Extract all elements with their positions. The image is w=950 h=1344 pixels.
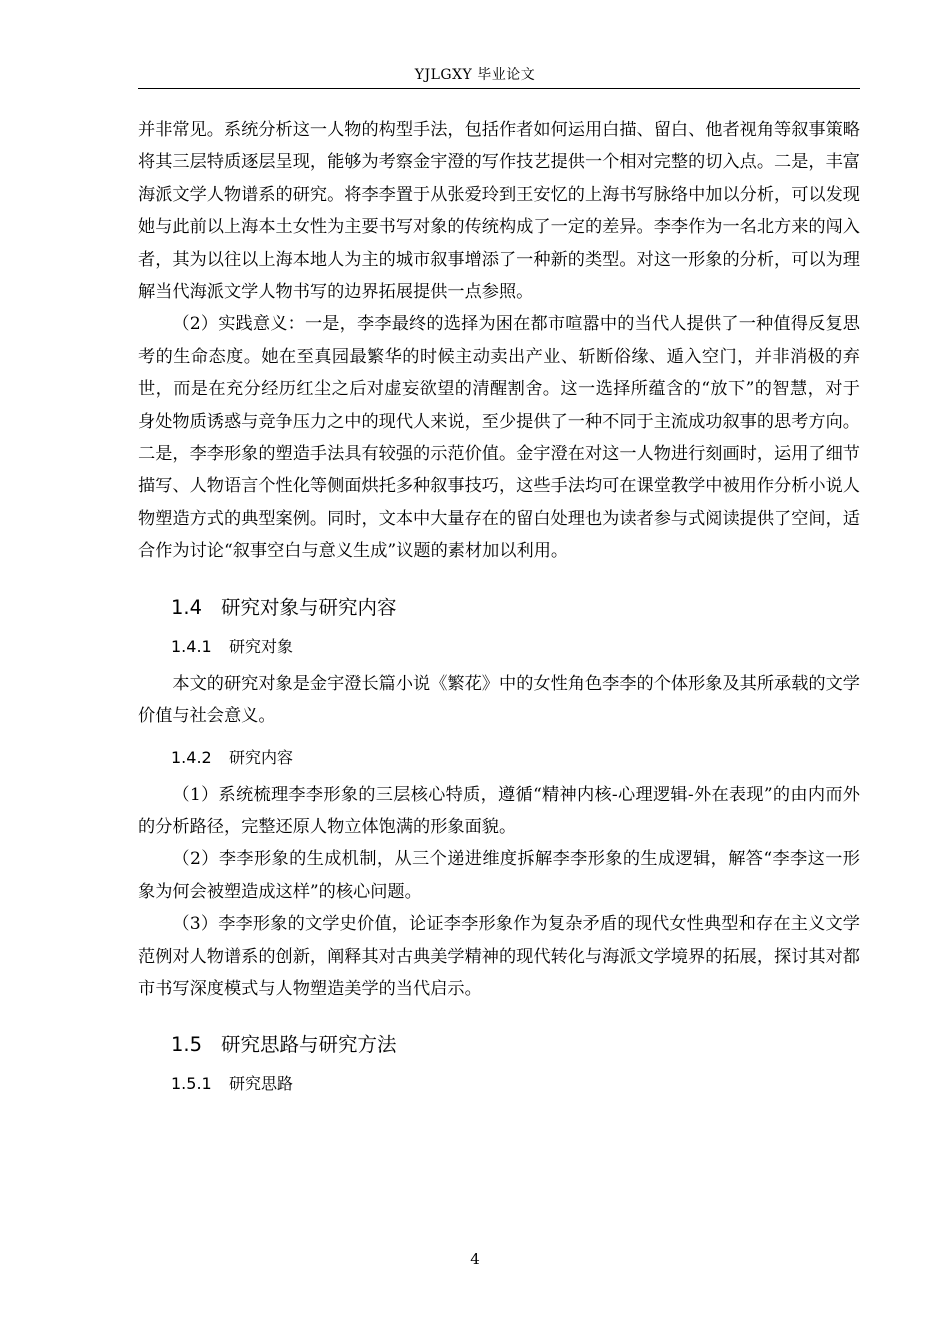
section-number: 1.5: [171, 1033, 203, 1057]
paragraph-content-item-1: （1）系统梳理李李形象的三层核心特质，遵循“精神内核-心理逻辑-外在表现”的由内而外的分析路径，完整还原人物立体饱满的形象面貌。: [138, 784, 860, 837]
subsection-title: 研究内容: [229, 747, 294, 767]
paragraph-continued: 并非常见。系统分析这一人物的构型手法，包括作者如何运用白描、留白、他者视角等叙事策略将其三层特质逐层呈现，能够为考察金宇澄的写作技艺提供一个相对完整的切入点。二是，丰富海派文学人物谱系的研究。将李李置于从张爱玲到王安忆的上海书写脉络中加以分析，可以发现她与此前以上海本土女性为主要书写对象的传统构成了一定的差异。李李作为一名北方来的闯入者，其为以往以上海本地人为主的城市叙事增添了一种新的类型。对这一形象的分析，可以为理解当代海派文学人物书写的边界拓展提供一点参照。: [138, 120, 860, 303]
header-rule: [138, 88, 860, 89]
page-number: 4: [470, 1250, 480, 1268]
subsection-number: 1.5.1: [171, 1074, 212, 1094]
section-title: 研究对象与研究内容: [221, 595, 397, 619]
running-header: YJLGXY 毕业论文: [414, 67, 536, 83]
subsection-title: 研究对象: [229, 636, 294, 656]
paragraph-practical-significance: （2）实践意义：一是，李李最终的选择为困在都市喧嚣中的当代人提供了一种值得反复思考的生命态度。她在至真园最繁华的时候主动卖出产业、斩断俗缘、遁入空门，并非消极的弃世，而是在充分经历红尘之后对虚妄欲望的清醒割舍。这一选择所蕴含的“放下”的智慧，对于身处物质诱惑与竞争压力之中的现代人来说，至少提供了一种不同于主流成功叙事的思考方向。二是，李李形象的塑造手法具有较强的示范价值。金宇澄在对这一人物进行刻画时，运用了细节描写、人物语言个性化等侧面烘托多种叙事技巧，这些手法均可在课堂教学中被用作分析小说人物塑造方式的典型案例。同时，文本中大量存在的留白处理也为读者参与式阅读提供了空间，适合作为讨论“叙事空白与意义生成”议题的素材加以利用。: [138, 314, 860, 562]
heading-subsection-1-4-1: [171, 632, 860, 662]
subsection-number: 1.4.1: [171, 636, 212, 656]
section-title: 研究思路与研究方法: [221, 1033, 397, 1057]
heading-subsection-1-5-1: [171, 1069, 860, 1099]
heading-section-1-5: [171, 1029, 860, 1061]
body-text: [138, 114, 860, 1099]
heading-section-1-4: [171, 592, 860, 624]
paragraph-content-item-2: （2）李李形象的生成机制，从三个递进维度拆解李李形象的生成逻辑，解答“李李这一形象为何会被塑造成这样”的核心问题。: [138, 849, 860, 902]
paragraph-research-object: 本文的研究对象是金宇澄长篇小说《繁花》中的女性角色李李的个体形象及其所承载的文学价值与社会意义。: [138, 673, 860, 727]
paragraph-content-item-3: （3）李李形象的文学史价值，论证李李形象作为复杂矛盾的现代女性典型和存在主义文学范例对人物谱系的创新，阐释其对古典美学精神的现代转化与海派文学境界的拓展，探讨其对都市书写深度模式与人物塑造美学的当代启示。: [138, 914, 860, 999]
subsection-title: 研究思路: [229, 1074, 294, 1094]
heading-subsection-1-4-2: [171, 743, 860, 773]
section-number: 1.4: [171, 595, 203, 619]
subsection-number: 1.4.2: [171, 747, 212, 767]
